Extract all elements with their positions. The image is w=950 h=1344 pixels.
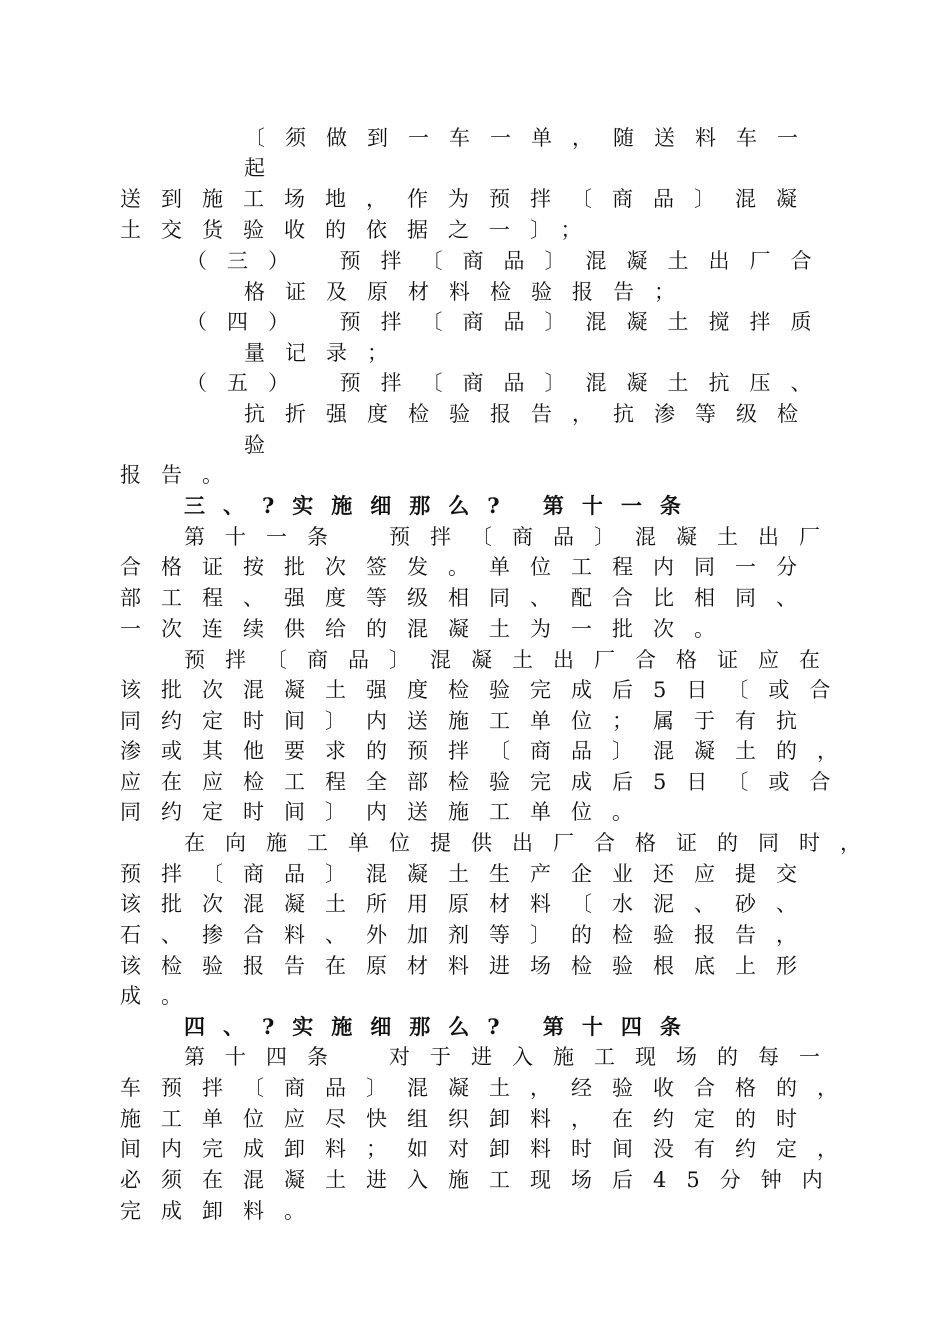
text-line: 预拌〔商品〕混凝土出厂合格证应在 <box>184 648 840 672</box>
text-line: 车预拌〔商品〕混凝土，经验收合格的， <box>120 1076 858 1100</box>
section-heading: 四、?实施细那么? 第十四条 <box>184 1014 699 1039</box>
text-line: 第十一条 预拌〔商品〕混凝土出厂 <box>184 525 840 549</box>
text-line: 部工程、强度等级相同、配合比相同、 <box>120 586 817 610</box>
text-line: 报告。 <box>120 463 243 487</box>
text-line: 同约定时间〕内送施工单位。 <box>120 800 653 824</box>
text-line: 第十四条 对于进入施工现场的每一 <box>184 1045 840 1069</box>
text-line: 该批次混凝土强度检验完成后5日〔或合 <box>120 678 851 702</box>
text-line: 〔须做到一车一单，随送料车一 <box>244 126 818 150</box>
text-line: 抗折强度检验报告，抗渗等级检 <box>244 402 818 426</box>
text-line: 量记录； <box>244 341 408 365</box>
text-line: 格证及原材料检验报告； <box>244 280 695 304</box>
text-line: 必须在混凝土进入施工现场后45分钟内 <box>120 1168 843 1192</box>
text-line: 施工单位应尽快组织卸料，在约定的时 <box>120 1107 817 1131</box>
text-line: （四） 预拌〔商品〕混凝土搅拌质 <box>186 310 832 334</box>
text-line: 在向施工单位提供出厂合格证的同时， <box>184 831 881 855</box>
text-line: 土交货验收的依据之一〕； <box>120 218 602 242</box>
text-line: 应在应检工程全部检验完成后5日〔或合 <box>120 770 851 794</box>
text-line: 该检验报告在原材料进场检验根底上形 <box>120 954 817 978</box>
text-line: （三） 预拌〔商品〕混凝土出厂合 <box>186 249 832 273</box>
text-line: 渗或其他要求的预拌〔商品〕混凝土的， <box>120 739 858 763</box>
text-line: （五） 预拌〔商品〕混凝土抗压、 <box>186 371 832 395</box>
text-line: 一次连续供给的混凝土为一批次。 <box>120 617 735 641</box>
text-line: 间内完成卸料；如对卸料时间没有约定， <box>120 1137 858 1161</box>
text-line: 石、掺合料、外加剂等〕的检验报告， <box>120 923 817 947</box>
text-line: 该批次混凝土所用原材料〔水泥、砂、 <box>120 892 817 916</box>
text-line: 送到施工场地，作为预拌〔商品〕混凝 <box>120 187 817 211</box>
text-line: 完成卸料。 <box>120 1199 325 1223</box>
text-line: 起 <box>244 156 285 180</box>
text-line: 预拌〔商品〕混凝土生产企业还应提交 <box>120 862 817 886</box>
text-line: 合格证按批次签发。单位工程内同一分 <box>120 555 817 579</box>
text-line: 验 <box>244 433 285 457</box>
text-line: 同约定时间〕内送施工单位；属于有抗 <box>120 709 817 733</box>
section-heading: 三、?实施细那么? 第十一条 <box>184 493 699 518</box>
text-line: 成。 <box>120 984 202 1008</box>
